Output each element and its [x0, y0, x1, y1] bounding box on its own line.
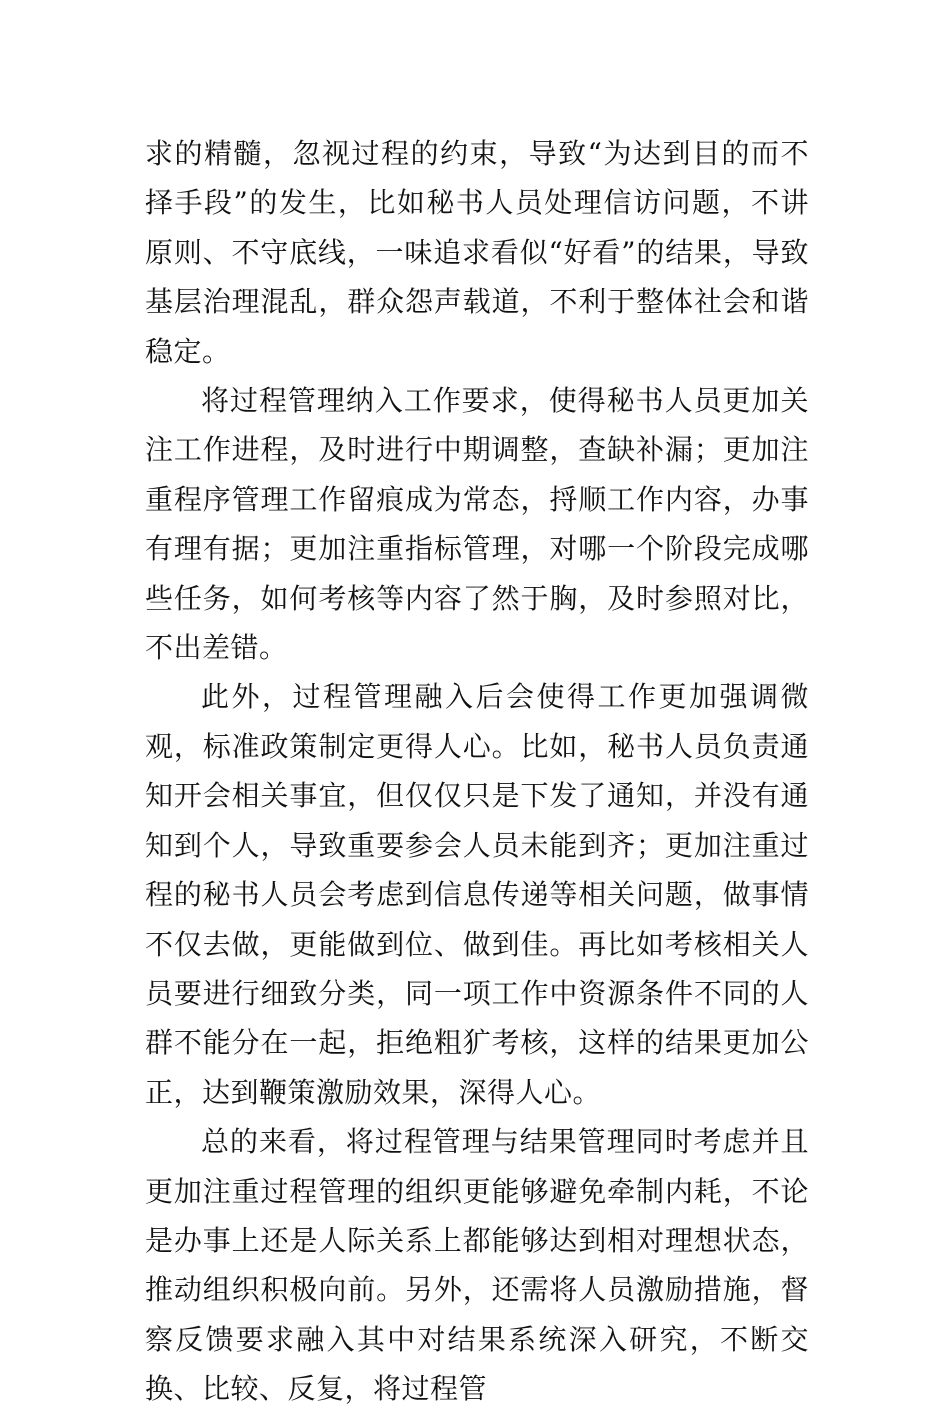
paragraph-continued: 求的精髓，忽视过程的约束，导致“为达到目的而不择手段”的发生，比如秘书人员处理信访问题，不讲原则、不守底线，一味追求看似“好看”的结果，导致基层治理混乱，群众怨声载道，不利于整体社会和谐稳定。	[145, 137, 809, 368]
paragraph-micro-policy: 此外，过程管理融入后会使得工作更加强调微观，标准政策制定更得人心。比如，秘书人员负责通知开会相关事宜，但仅仅只是下发了通知，并没有通知到个人，导致重要参会人员未能到齐；更加注重过程的秘书人员会考虑到信息传递等相关问题，做事情不仅去做，更能做到位、做到佳。再比如考核相关人员要进行细致分类，同一项工作中资源条件不同的人群不能分在一起，拒绝粗犷考核，这样的结果更加公正，达到鞭策激励效果，深得人心。	[145, 680, 809, 1109]
paragraph-process-management: 将过程管理纳入工作要求，使得秘书人员更加关注工作进程，及时进行中期调整，查缺补漏；更加注重程序管理工作留痕成为常态，捋顺工作内容，办事有理有据；更加注重指标管理，对哪一个阶段完成哪些任务，如何考核等内容了然于胸，及时参照对比，不出差错。	[145, 384, 809, 665]
paragraph-summary: 总的来看，将过程管理与结果管理同时考虑并且更加注重过程管理的组织更能够避免牵制内耗，不论是办事上还是人际关系上都能够达到相对理想状态，推动组织积极向前。另外，还需将人员激励措施，督察反馈要求融入其中对结果系统深入研究，不断交换、比较、反复，将过程管	[145, 1125, 809, 1406]
document-body	[145, 129, 809, 1414]
